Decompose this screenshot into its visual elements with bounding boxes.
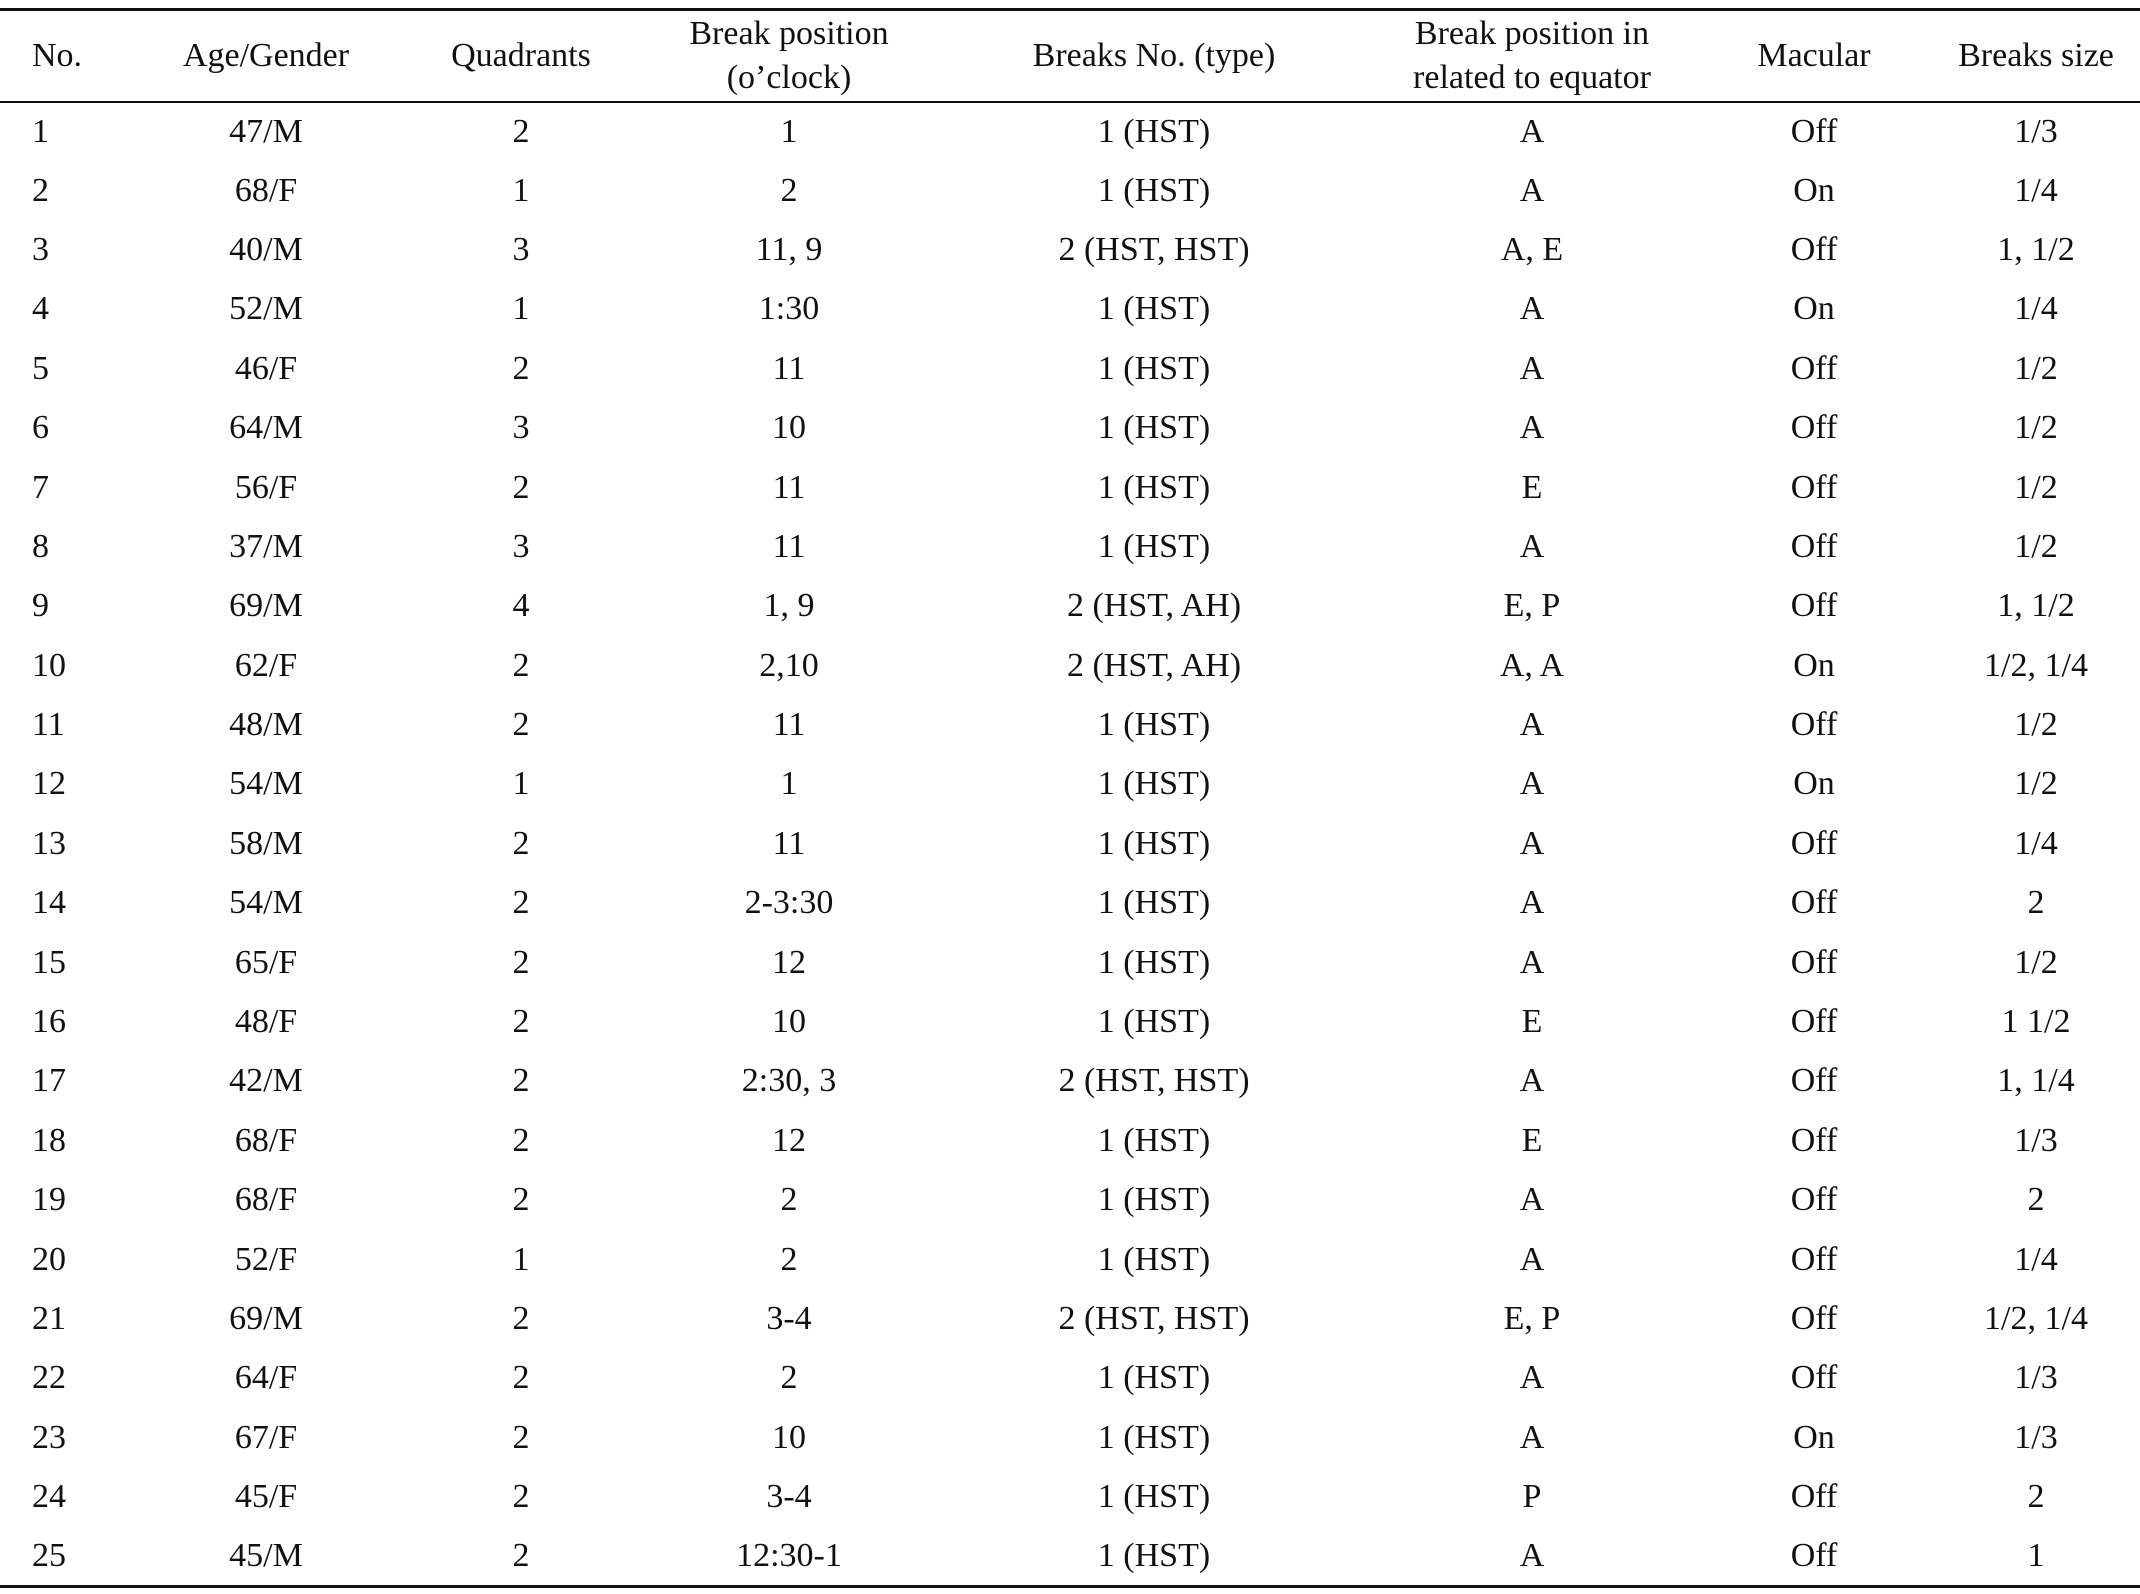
cell-break-position: 2 xyxy=(780,1240,798,1278)
cell-breaks-no-type: 1 (HST) xyxy=(1097,1003,1211,1041)
cell-macular: On xyxy=(1793,1418,1835,1456)
cell-break-position-equator: A xyxy=(1519,409,1545,447)
cell-quadrants: 2 xyxy=(512,943,530,981)
cell-macular: Off xyxy=(1790,349,1838,387)
cell-break-position: 12 xyxy=(772,943,806,981)
cell-quadrants: 3 xyxy=(512,230,530,268)
cell-no: 19 xyxy=(32,1181,66,1219)
table-row xyxy=(0,280,2140,339)
cell-quadrants: 1 xyxy=(512,290,530,328)
cell-quadrants: 1 xyxy=(512,1240,530,1278)
cell-macular: Off xyxy=(1790,706,1838,744)
cell-age-gender: 68/F xyxy=(234,1181,298,1219)
cell-macular: Off xyxy=(1696,1527,1932,1586)
cell-macular: Off xyxy=(1790,1478,1838,1516)
cell-break-position-equator: A xyxy=(1519,171,1545,209)
header-text-line: Break position in xyxy=(1414,14,1650,52)
cell-macular: On xyxy=(1793,765,1835,803)
cell-break-position: 2:30, 3 xyxy=(741,1062,837,1100)
cell-break-position-equator: A xyxy=(1519,765,1545,803)
cell-breaks-no-type: 1 (HST) xyxy=(1097,409,1211,447)
cell-age-gender: 56/F xyxy=(234,468,298,506)
cell-breaks-size: 1/3 xyxy=(2014,1121,2058,1159)
table-row xyxy=(0,577,2140,636)
cell-quadrants: 2 xyxy=(512,468,530,506)
cell-no: 17 xyxy=(32,1062,66,1100)
cell-breaks-no-type: 2 (HST, HST) xyxy=(1058,230,1250,268)
cell-no: 22 xyxy=(32,1359,66,1397)
cell-breaks-size: 1/2 xyxy=(2014,765,2058,803)
cell-break-position: 3-4 xyxy=(766,1300,812,1337)
cell-age-gender: 45/F xyxy=(234,1478,298,1516)
cell-breaks-size: 1/2 xyxy=(2014,409,2058,447)
cell-breaks-no-type: 1 (HST) xyxy=(1097,468,1211,506)
table-row xyxy=(0,814,2140,873)
table-row xyxy=(0,1230,2140,1289)
table-row xyxy=(0,458,2140,517)
table-row xyxy=(0,874,2140,933)
cell-breaks-no-type: 1 (HST) xyxy=(1097,943,1211,981)
cell-macular: Off xyxy=(1790,1359,1838,1397)
cell-breaks-size: 1/4 xyxy=(2014,824,2058,862)
table-row xyxy=(0,1408,2140,1467)
cell-quadrants: 2 xyxy=(512,884,530,922)
cell-breaks-no-type: 1 (HST) xyxy=(1097,1121,1211,1159)
cell-breaks-no-type: 1 (HST) xyxy=(1097,349,1211,387)
cell-no: 9 xyxy=(32,587,49,625)
cell-break-position-equator: E, P xyxy=(1503,587,1561,625)
cell-break-position: 12:30-1 xyxy=(638,1527,940,1586)
cell-breaks-no-type: 2 (HST, HST) xyxy=(1058,1062,1250,1100)
cell-breaks-size: 1/3 xyxy=(2014,1359,2058,1397)
cell-macular: Off xyxy=(1790,587,1838,625)
cell-breaks-size: 1/3 xyxy=(2014,112,2058,150)
cell-quadrants: 2 xyxy=(512,1181,530,1219)
cell-quadrants: 1 xyxy=(512,171,530,209)
cell-quadrants: 2 xyxy=(512,1478,530,1516)
cell-break-position: 2,10 xyxy=(759,646,819,684)
cell-break-position-equator: A xyxy=(1519,1240,1545,1278)
header-text-line: Age/Gender xyxy=(182,36,350,74)
cell-quadrants: 2 xyxy=(512,1300,530,1337)
cell-age-gender: 48/M xyxy=(229,706,303,744)
cell-break-position: 1, 9 xyxy=(763,587,815,625)
header-no xyxy=(0,10,128,102)
cell-quadrants: 2 xyxy=(512,1359,530,1397)
cell-macular: Off xyxy=(1790,230,1838,268)
cell-macular: Off xyxy=(1790,824,1838,862)
cell-quadrants: 1 xyxy=(512,765,530,803)
cell-no: 4 xyxy=(32,290,49,328)
cell-age-gender: 62/F xyxy=(234,646,298,684)
cell-breaks-size: 2 xyxy=(2027,1478,2045,1516)
cell-break-position: 11 xyxy=(772,527,806,565)
header-text-line: No. xyxy=(32,36,83,74)
cell-breaks-no-type: 2 (HST, HST) xyxy=(1058,1300,1250,1337)
cell-quadrants: 3 xyxy=(512,527,530,565)
cell-break-position-equator: E xyxy=(1521,1121,1543,1159)
cell-breaks-size: 1 xyxy=(1932,1527,2140,1586)
header-break-position-equator xyxy=(1368,10,1696,102)
cell-breaks-no-type: 1 (HST) xyxy=(1097,1240,1211,1278)
cell-age-gender: 69/M xyxy=(229,587,303,625)
cell-no: 15 xyxy=(32,943,66,981)
cell-break-position-equator: A xyxy=(1519,349,1545,387)
cell-no: 6 xyxy=(32,409,49,447)
cell-break-position: 10 xyxy=(772,1003,806,1041)
cell-breaks-no-type: 1 (HST) xyxy=(1097,527,1211,565)
cell-break-position-equator: A xyxy=(1519,112,1545,150)
cell-age-gender: 67/F xyxy=(234,1418,298,1456)
cell-breaks-no-type: 1 (HST) xyxy=(1097,706,1211,744)
cell-age-gender: 40/M xyxy=(229,230,303,268)
header-text-line: (o’clock) xyxy=(726,58,852,96)
cell-quadrants: 3 xyxy=(512,409,530,447)
cell-no: 23 xyxy=(32,1418,66,1456)
cell-breaks-no-type: 1 (HST) xyxy=(1097,112,1211,150)
cell-quadrants: 2 xyxy=(512,1003,530,1041)
cell-break-position-equator: A xyxy=(1519,1181,1545,1219)
table-body xyxy=(0,102,2140,1587)
table-row xyxy=(0,339,2140,398)
table-row xyxy=(0,1349,2140,1408)
cell-break-position-equator: A xyxy=(1519,1359,1545,1397)
cell-no: 11 xyxy=(32,706,65,744)
header-row xyxy=(0,10,2140,102)
cell-break-position: 1 xyxy=(780,112,798,150)
cell-breaks-size: 1/2, 1/4 xyxy=(1984,646,2088,684)
cell-quadrants: 2 xyxy=(512,706,530,744)
cell-breaks-size: 1/3 xyxy=(2014,1418,2058,1456)
cell-break-position: 10 xyxy=(772,1418,806,1456)
cell-breaks-no-type: 1 (HST) xyxy=(1097,1181,1211,1219)
cell-age-gender: 65/F xyxy=(234,943,298,981)
cell-quadrants: 2 xyxy=(512,349,530,387)
cell-break-position: 3-4 xyxy=(766,1478,812,1516)
cell-breaks-size: 1 1/2 xyxy=(2001,1003,2071,1041)
cell-macular: Off xyxy=(1790,1003,1838,1041)
cell-breaks-size: 2 xyxy=(2027,1181,2045,1219)
cell-no: 24 xyxy=(32,1478,66,1516)
cell-break-position: 11, 9 xyxy=(755,230,823,268)
cell-breaks-no-type: 1 (HST) xyxy=(1097,824,1211,862)
cell-macular: Off xyxy=(1790,1240,1838,1278)
table-row xyxy=(0,1467,2140,1526)
cell-breaks-no-type: 1 (HST) xyxy=(1097,765,1211,803)
cell-age-gender: 37/M xyxy=(229,527,303,565)
table-row xyxy=(0,220,2140,279)
cell-break-position-equator: A xyxy=(1519,1062,1545,1100)
table-row xyxy=(0,517,2140,576)
cell-breaks-no-type: 1 (HST) xyxy=(1097,1478,1211,1516)
cell-breaks-no-type: 1 (HST) xyxy=(1097,1359,1211,1397)
cell-macular: Off xyxy=(1790,1181,1838,1219)
cell-break-position-equator: A xyxy=(1519,290,1545,328)
cell-age-gender: 64/M xyxy=(229,409,303,447)
cell-break-position-equator: A xyxy=(1368,1527,1696,1586)
cell-break-position: 11 xyxy=(772,706,806,744)
cell-quadrants: 2 xyxy=(512,646,530,684)
cell-breaks-size: 1/2 xyxy=(2014,706,2058,744)
header-breaks-no-type xyxy=(940,10,1368,102)
table-row xyxy=(0,933,2140,992)
cell-breaks-size: 1/2 xyxy=(2014,527,2058,565)
cell-quadrants: 2 xyxy=(512,824,530,862)
cell-age-gender: 46/F xyxy=(234,349,298,387)
cell-age-gender: 52/M xyxy=(229,290,303,328)
cell-macular: Off xyxy=(1790,1121,1838,1159)
cell-age-gender: 42/M xyxy=(229,1062,303,1100)
cell-breaks-size: 1, 1/4 xyxy=(1997,1062,2075,1100)
cell-breaks-size: 1, 1/2 xyxy=(1997,230,2075,268)
cell-no: 21 xyxy=(32,1300,66,1337)
cell-breaks-no-type: 1 (HST) xyxy=(1097,171,1211,209)
cell-breaks-size: 2 xyxy=(2027,884,2045,922)
cell-break-position-equator: A xyxy=(1519,706,1545,744)
cell-break-position: 11 xyxy=(772,349,806,387)
cell-age-gender: 69/M xyxy=(229,1300,303,1337)
breaks-table xyxy=(0,8,2140,1588)
cell-no: 2 xyxy=(32,171,49,209)
cell-breaks-size: 1/2 xyxy=(2014,468,2058,506)
table-header xyxy=(0,10,2140,102)
cell-break-position-equator: A xyxy=(1519,527,1545,565)
cell-age-gender: 64/F xyxy=(234,1359,298,1397)
cell-no: 12 xyxy=(32,765,66,803)
cell-macular: Off xyxy=(1790,1062,1838,1100)
cell-macular: Off xyxy=(1790,884,1838,922)
cell-break-position-equator: E xyxy=(1521,468,1543,506)
cell-no: 3 xyxy=(32,230,49,268)
table-row xyxy=(0,636,2140,695)
cell-macular: Off xyxy=(1790,527,1838,565)
cell-age-gender: 68/F xyxy=(234,1121,298,1159)
cell-breaks-size: 1/2 xyxy=(2014,349,2058,387)
table-row xyxy=(0,695,2140,754)
cell-age-gender: 45/M xyxy=(128,1527,404,1586)
table-row xyxy=(0,1527,2140,1586)
cell-breaks-no-type: 1 (HST) xyxy=(940,1527,1368,1586)
cell-macular: On xyxy=(1793,646,1835,684)
cell-breaks-no-type: 1 (HST) xyxy=(1097,1418,1211,1456)
table-row xyxy=(0,161,2140,220)
cell-break-position: 2-3:30 xyxy=(744,884,834,922)
table-row xyxy=(0,398,2140,457)
cell-breaks-size: 1/2 xyxy=(2014,943,2058,981)
table-row xyxy=(0,755,2140,814)
cell-macular: Off xyxy=(1790,943,1838,981)
cell-macular: Off xyxy=(1790,409,1838,447)
table-row xyxy=(0,1289,2140,1348)
cell-breaks-no-type: 1 (HST) xyxy=(1097,884,1211,922)
cell-breaks-size: 1, 1/2 xyxy=(1997,587,2075,625)
cell-no: 16 xyxy=(32,1003,66,1041)
header-text-line: Breaks No. (type) xyxy=(1032,36,1276,74)
cell-break-position: 1 xyxy=(780,765,798,803)
header-break-position xyxy=(638,10,940,102)
cell-no: 5 xyxy=(32,349,49,387)
data-table-container xyxy=(0,8,2140,1588)
cell-breaks-size: 1/4 xyxy=(2014,171,2058,209)
cell-age-gender: 68/F xyxy=(234,171,298,209)
header-text-line: Breaks size xyxy=(1958,36,2114,74)
cell-macular: On xyxy=(1793,171,1835,209)
cell-breaks-size: 1/4 xyxy=(2014,1240,2058,1278)
cell-no: 10 xyxy=(32,646,66,684)
header-macular xyxy=(1696,10,1932,102)
cell-no: 1 xyxy=(32,112,49,150)
cell-break-position: 2 xyxy=(780,171,798,209)
cell-macular: On xyxy=(1793,290,1835,328)
cell-break-position-equator: A xyxy=(1519,884,1545,922)
cell-break-position-equator: A xyxy=(1519,943,1545,981)
header-breaks-size xyxy=(1932,10,2140,102)
cell-break-position-equator: P xyxy=(1522,1478,1542,1516)
cell-age-gender: 54/M xyxy=(229,765,303,803)
cell-quadrants: 2 xyxy=(512,112,530,150)
header-quadrants xyxy=(404,10,638,102)
cell-quadrants: 2 xyxy=(512,1062,530,1100)
cell-breaks-size: 1/4 xyxy=(2014,290,2058,328)
cell-break-position-equator: E, P xyxy=(1503,1300,1561,1337)
cell-no: 14 xyxy=(32,884,66,922)
cell-no: 20 xyxy=(32,1240,66,1278)
table-row xyxy=(0,992,2140,1051)
cell-no: 25 xyxy=(0,1527,128,1586)
table-row xyxy=(0,1052,2140,1111)
cell-age-gender: 48/F xyxy=(234,1003,298,1041)
cell-breaks-no-type: 2 (HST, AH) xyxy=(1066,587,1242,625)
header-text-line: Macular xyxy=(1757,36,1871,74)
cell-macular: Off xyxy=(1790,468,1838,506)
cell-break-position-equator: A, A xyxy=(1499,646,1565,684)
cell-break-position: 1:30 xyxy=(758,290,820,328)
cell-no: 18 xyxy=(32,1121,66,1159)
cell-macular: Off xyxy=(1790,112,1838,150)
cell-no: 13 xyxy=(32,824,66,862)
cell-quadrants: 4 xyxy=(512,587,530,625)
header-text-line: Break position xyxy=(689,14,889,52)
table-row xyxy=(0,102,2140,161)
cell-break-position-equator: A xyxy=(1519,824,1545,862)
table-row xyxy=(0,1111,2140,1170)
table-row xyxy=(0,1171,2140,1230)
cell-age-gender: 47/M xyxy=(229,112,303,150)
cell-break-position-equator: A, E xyxy=(1500,230,1564,268)
cell-quadrants: 2 xyxy=(512,1418,530,1456)
cell-break-position-equator: A xyxy=(1519,1418,1545,1456)
cell-no: 8 xyxy=(32,527,49,565)
cell-age-gender: 58/M xyxy=(229,824,303,862)
cell-age-gender: 52/F xyxy=(234,1240,298,1278)
cell-breaks-size: 1/2, 1/4 xyxy=(1984,1300,2088,1337)
cell-break-position: 11 xyxy=(772,468,806,506)
cell-quadrants: 2 xyxy=(404,1527,638,1586)
cell-break-position: 10 xyxy=(772,409,806,447)
cell-no: 7 xyxy=(32,468,49,506)
cell-break-position: 2 xyxy=(780,1181,798,1219)
header-text-line: Quadrants xyxy=(451,36,591,74)
cell-macular: Off xyxy=(1790,1300,1838,1337)
cell-break-position: 12 xyxy=(772,1121,806,1159)
cell-breaks-no-type: 2 (HST, AH) xyxy=(1066,646,1242,684)
cell-break-position-equator: E xyxy=(1521,1003,1543,1041)
header-age-gender xyxy=(128,10,404,102)
header-text-line: related to equator xyxy=(1413,58,1651,96)
cell-age-gender: 54/M xyxy=(229,884,303,922)
cell-breaks-no-type: 1 (HST) xyxy=(1097,290,1211,328)
cell-break-position: 2 xyxy=(780,1359,798,1397)
cell-quadrants: 2 xyxy=(512,1121,530,1159)
cell-break-position: 11 xyxy=(772,824,806,862)
